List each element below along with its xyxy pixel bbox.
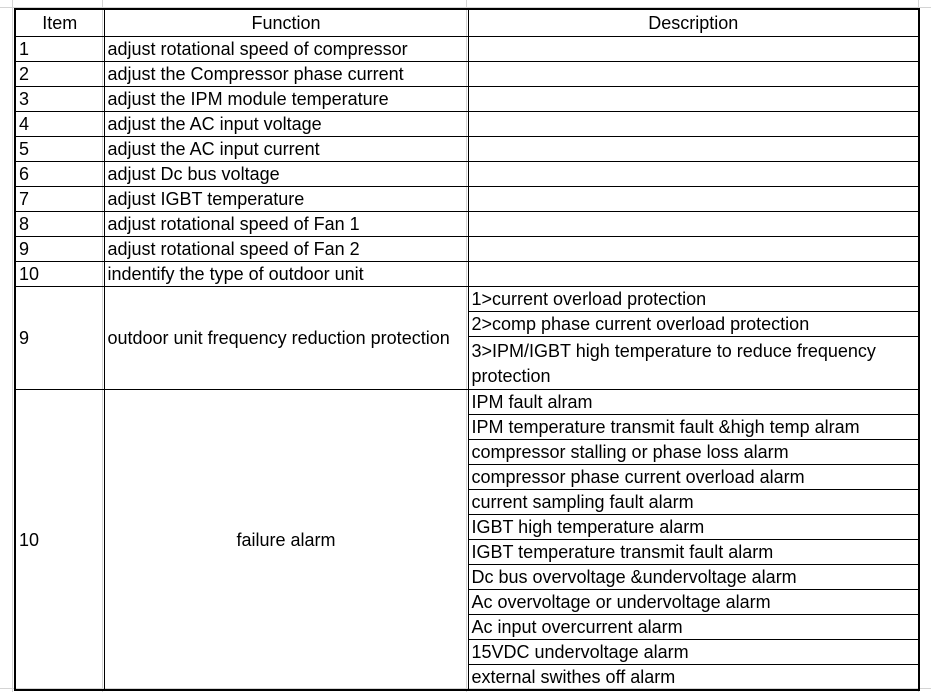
description-cell[interactable]: compressor stalling or phase loss alarm: [468, 440, 919, 465]
item-cell[interactable]: 2: [15, 62, 104, 87]
function-cell[interactable]: indentify the type of outdoor unit: [104, 262, 468, 287]
description-cell[interactable]: [468, 187, 919, 212]
table-row: [15, 137, 919, 162]
item-cell[interactable]: 10: [15, 390, 104, 691]
description-cell[interactable]: 2>comp phase current overload protection: [468, 312, 919, 337]
function-cell[interactable]: adjust the IPM module temperature: [104, 87, 468, 112]
item-cell[interactable]: 3: [15, 87, 104, 112]
function-cell[interactable]: failure alarm: [104, 390, 468, 691]
table-row: [15, 112, 919, 137]
item-cell[interactable]: 8: [15, 212, 104, 237]
description-cell[interactable]: [468, 87, 919, 112]
table-row: [15, 390, 919, 415]
description-cell[interactable]: Ac overvoltage or undervoltage alarm: [468, 590, 919, 615]
description-cell[interactable]: compressor phase current overload alarm: [468, 465, 919, 490]
header-row: [15, 9, 919, 37]
description-cell[interactable]: IPM temperature transmit fault &high temp alram: [468, 415, 919, 440]
description-cell[interactable]: 3>IPM/IGBT high temperature to reduce frequency protection: [468, 337, 919, 390]
description-cell[interactable]: [468, 262, 919, 287]
description-cell[interactable]: [468, 237, 919, 262]
description-cell[interactable]: [468, 112, 919, 137]
description-cell[interactable]: [468, 212, 919, 237]
table-row: [15, 287, 919, 312]
description-cell[interactable]: 1>current overload protection: [468, 287, 919, 312]
description-cell[interactable]: IPM fault alram: [468, 390, 919, 415]
item-cell[interactable]: 10: [15, 262, 104, 287]
description-cell[interactable]: [468, 137, 919, 162]
description-cell[interactable]: [468, 162, 919, 187]
description-cell[interactable]: Ac input overcurrent alarm: [468, 615, 919, 640]
description-cell[interactable]: current sampling fault alarm: [468, 490, 919, 515]
description-cell[interactable]: Dc bus overvoltage &undervoltage alarm: [468, 565, 919, 590]
function-cell[interactable]: outdoor unit frequency reduction protection: [104, 287, 468, 390]
table-row: [15, 187, 919, 212]
header-function[interactable]: Function: [104, 9, 468, 37]
description-cell[interactable]: IGBT high temperature alarm: [468, 515, 919, 540]
item-cell[interactable]: 5: [15, 137, 104, 162]
function-cell[interactable]: adjust rotational speed of Fan 2: [104, 237, 468, 262]
item-cell[interactable]: 4: [15, 112, 104, 137]
description-cell[interactable]: [468, 37, 919, 62]
table-row: [15, 87, 919, 112]
function-table: [14, 8, 920, 691]
header-description[interactable]: Description: [468, 9, 919, 37]
table-row: [15, 237, 919, 262]
description-cell[interactable]: external swithes off alarm: [468, 665, 919, 691]
table-row: [15, 262, 919, 287]
item-cell[interactable]: 9: [15, 237, 104, 262]
description-cell[interactable]: 15VDC undervoltage alarm: [468, 640, 919, 665]
table-row: [15, 162, 919, 187]
item-cell[interactable]: 1: [15, 37, 104, 62]
header-item[interactable]: Item: [15, 9, 104, 37]
table-row: [15, 37, 919, 62]
description-cell[interactable]: [468, 62, 919, 87]
sheet-gridline: [12, 0, 13, 692]
description-cell[interactable]: IGBT temperature transmit fault alarm: [468, 540, 919, 565]
table-row: [15, 62, 919, 87]
table-row: [15, 212, 919, 237]
function-cell[interactable]: adjust the Compressor phase current: [104, 62, 468, 87]
item-cell[interactable]: 9: [15, 287, 104, 390]
function-cell[interactable]: adjust the AC input voltage: [104, 112, 468, 137]
function-cell[interactable]: adjust IGBT temperature: [104, 187, 468, 212]
function-cell[interactable]: adjust the AC input current: [104, 137, 468, 162]
item-cell[interactable]: 6: [15, 162, 104, 187]
function-cell[interactable]: adjust Dc bus voltage: [104, 162, 468, 187]
function-cell[interactable]: adjust rotational speed of compressor: [104, 37, 468, 62]
function-cell[interactable]: adjust rotational speed of Fan 1: [104, 212, 468, 237]
item-cell[interactable]: 7: [15, 187, 104, 212]
